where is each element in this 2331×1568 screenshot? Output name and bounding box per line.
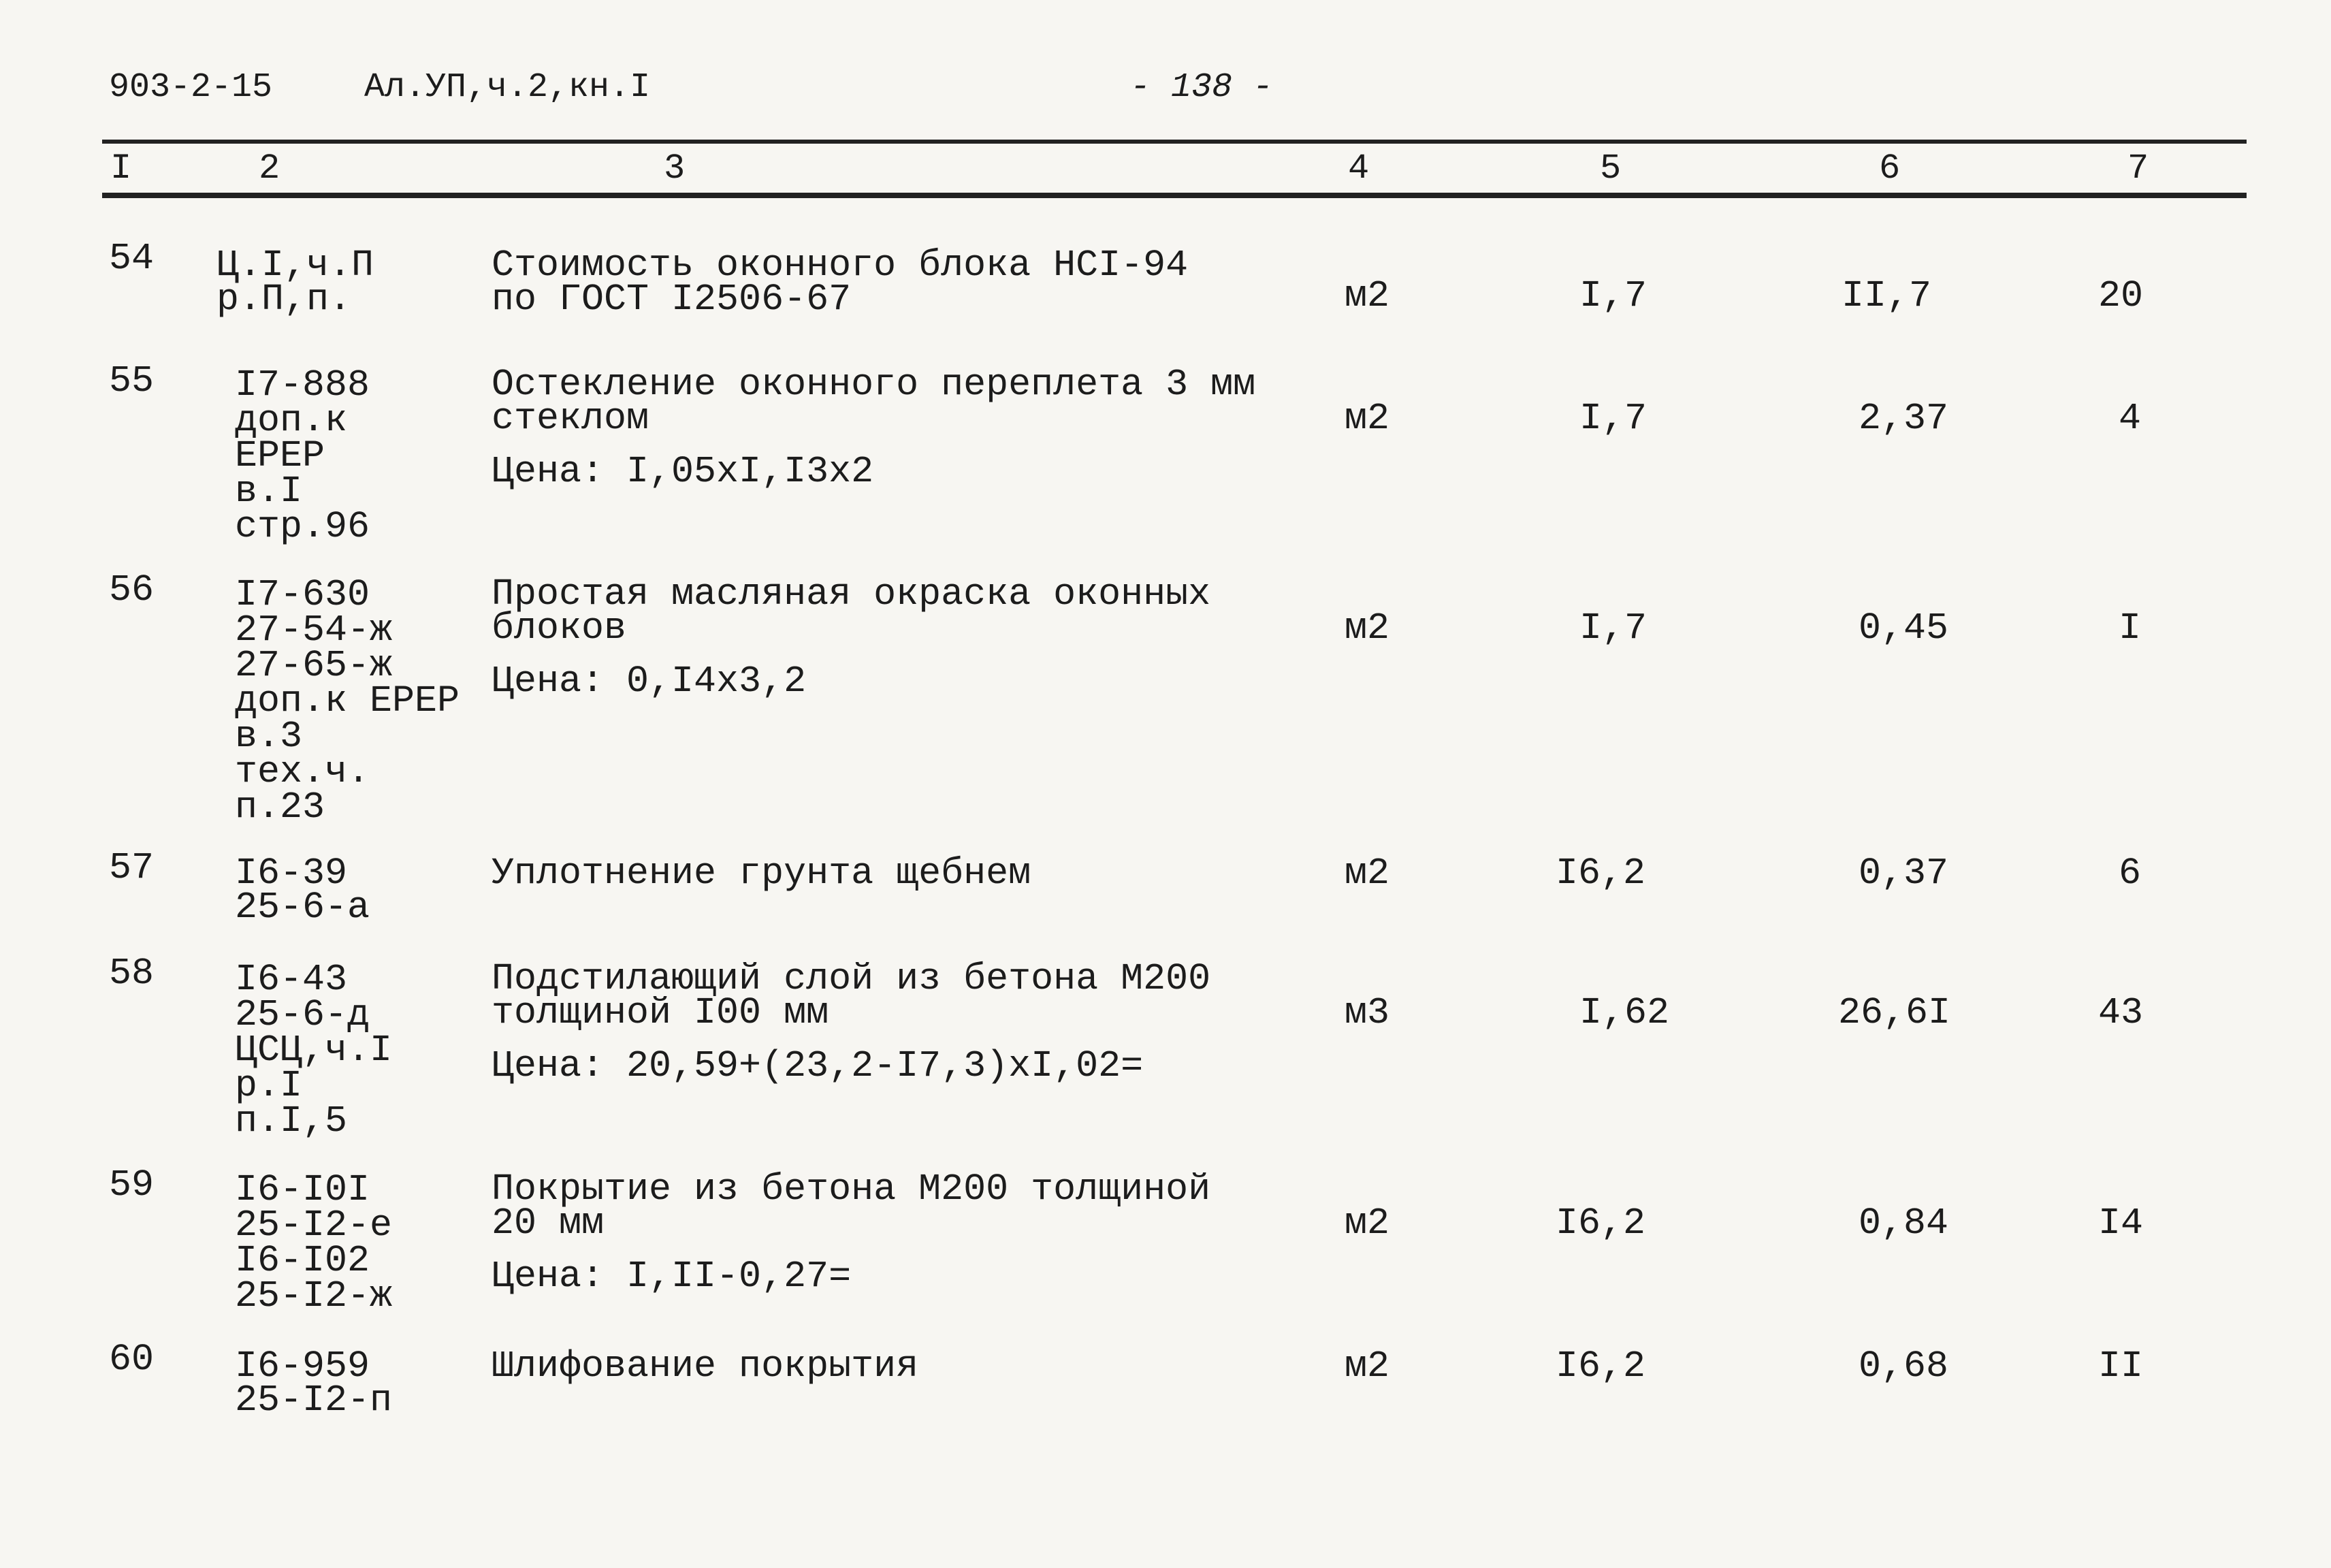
description-line: Простая масляная окраска оконных: [492, 573, 1211, 615]
norm-reference: [235, 573, 460, 829]
column-header-5: 5: [1600, 148, 1622, 189]
reference-line: ЕРЕР: [235, 434, 325, 477]
description-line: блоков: [492, 607, 627, 650]
unit: м3: [1345, 991, 1390, 1034]
description-line: по ГОСТ I2506-67: [492, 278, 852, 321]
reference-line: доп.к ЕРЕР: [235, 679, 460, 722]
quantity: I6,2: [1556, 852, 1646, 895]
reference-line: доп.к: [235, 399, 348, 442]
quantity: I6,2: [1556, 1345, 1646, 1388]
work-description: [492, 1168, 1211, 1298]
table-header-rule: [102, 193, 2247, 198]
total-cost: II: [2098, 1345, 2144, 1388]
row-number: 54: [109, 237, 155, 280]
reference-line: I6-43: [235, 958, 348, 1001]
description-line: Уплотнение грунта щебнем: [492, 852, 1031, 895]
quantity: I,62: [1579, 991, 1670, 1034]
total-cost: 6: [2119, 852, 2142, 895]
unit-cost: 26,6I: [1838, 991, 1951, 1034]
description-line: Остекление оконного переплета 3 мм: [492, 363, 1256, 406]
norm-reference: [235, 1168, 393, 1317]
unit: м2: [1345, 852, 1390, 895]
price-formula: Цена: I,05хI,I3х2: [492, 450, 874, 493]
reference-line: 27-54-ж: [235, 609, 393, 652]
norm-reference: [235, 1345, 393, 1422]
quantity: I,7: [1579, 274, 1647, 317]
reference-line: 25-I2-ж: [235, 1275, 393, 1317]
unit: м2: [1345, 1202, 1390, 1245]
reference-line: 25-6-а: [235, 886, 370, 929]
reference-line: 25-I2-п: [235, 1379, 393, 1422]
column-header-1: I: [110, 148, 132, 189]
reference-line: в.I: [235, 470, 303, 513]
unit: м2: [1345, 274, 1390, 317]
work-description: [492, 244, 1189, 321]
reference-line: 25-I2-е: [235, 1204, 393, 1247]
reference-line: стр.96: [235, 505, 370, 548]
unit-cost: 0,45: [1859, 607, 1949, 650]
price-formula: Цена: 0,I4х3,2: [492, 660, 807, 703]
reference-line: 25-6-д: [235, 993, 370, 1036]
description-line: Подстилающий слой из бетона М200: [492, 957, 1211, 1000]
total-cost: I: [2119, 607, 2142, 650]
page-number: - 138 -: [1130, 68, 1274, 107]
row-number: 56: [109, 569, 155, 611]
total-cost: I4: [2098, 1202, 2144, 1245]
row-number: 58: [109, 952, 155, 995]
work-description: [492, 1345, 919, 1388]
column-header-4: 4: [1348, 148, 1370, 189]
reference-line: Ц.I,ч.П: [216, 244, 374, 287]
quantity: I,7: [1579, 397, 1647, 440]
table-top-rule: [102, 140, 2247, 144]
work-description: [492, 957, 1211, 1087]
unit: м2: [1345, 607, 1390, 650]
reference-line: р.I: [235, 1064, 303, 1107]
unit-cost: 0,68: [1859, 1345, 1949, 1388]
work-description: [492, 852, 1031, 895]
unit: м2: [1345, 1345, 1390, 1388]
reference-line: I6-959: [235, 1345, 370, 1388]
column-header-2: 2: [259, 148, 280, 189]
total-cost: 20: [2098, 274, 2144, 317]
reference-line: п.I,5: [235, 1100, 348, 1142]
unit-cost: 0,84: [1859, 1202, 1949, 1245]
total-cost: 43: [2098, 991, 2144, 1034]
reference-line: ЦСЦ,ч.I: [235, 1029, 393, 1072]
reference-line: I7-888: [235, 364, 370, 406]
column-header-3: 3: [664, 148, 686, 189]
reference-line: тех.ч.: [235, 750, 370, 793]
norm-reference: [235, 364, 370, 548]
row-number: 55: [109, 359, 155, 402]
price-formula: Цена: I,II-0,27=: [492, 1255, 852, 1298]
description-line: стеклом: [492, 397, 649, 440]
norm-reference: [216, 244, 374, 321]
total-cost: 4: [2119, 397, 2142, 440]
column-header-7: 7: [2127, 148, 2149, 189]
norm-reference: [235, 852, 370, 929]
description-line: Шлифование покрытия: [492, 1345, 919, 1388]
reference-line: 27-65-ж: [235, 644, 393, 687]
column-header-6: 6: [1879, 148, 1901, 189]
album-reference: Ал.УП,ч.2,кн.I: [364, 68, 651, 107]
row-number: 57: [109, 846, 155, 889]
reference-line: в.3: [235, 715, 303, 758]
unit: м2: [1345, 397, 1390, 440]
norm-reference: [235, 958, 393, 1142]
unit-cost: 0,37: [1859, 852, 1949, 895]
reference-line: I6-I0I: [235, 1168, 370, 1211]
work-description: [492, 363, 1256, 493]
row-number: 60: [109, 1338, 155, 1381]
unit-cost: II,7: [1842, 274, 1932, 317]
unit-cost: 2,37: [1859, 397, 1949, 440]
description-line: 20 мм: [492, 1202, 605, 1245]
reference-line: п.23: [235, 786, 325, 829]
reference-line: I6-39: [235, 852, 348, 895]
quantity: I6,2: [1556, 1202, 1646, 1245]
description-line: Покрытие из бетона М200 толщиной: [492, 1168, 1211, 1211]
description-line: толщиной I00 мм: [492, 991, 829, 1034]
quantity: I,7: [1579, 607, 1647, 650]
work-description: [492, 573, 1211, 703]
reference-line: I6-I02: [235, 1239, 370, 1282]
price-formula: Цена: 20,59+(23,2-I7,3)хI,02=: [492, 1044, 1144, 1087]
description-line: Стоимость оконного блока НСI-94: [492, 244, 1189, 287]
reference-line: I7-630: [235, 573, 370, 616]
row-number: 59: [109, 1164, 155, 1206]
document-code: 903-2-15: [109, 68, 273, 107]
reference-line: р.П,п.: [216, 278, 352, 321]
